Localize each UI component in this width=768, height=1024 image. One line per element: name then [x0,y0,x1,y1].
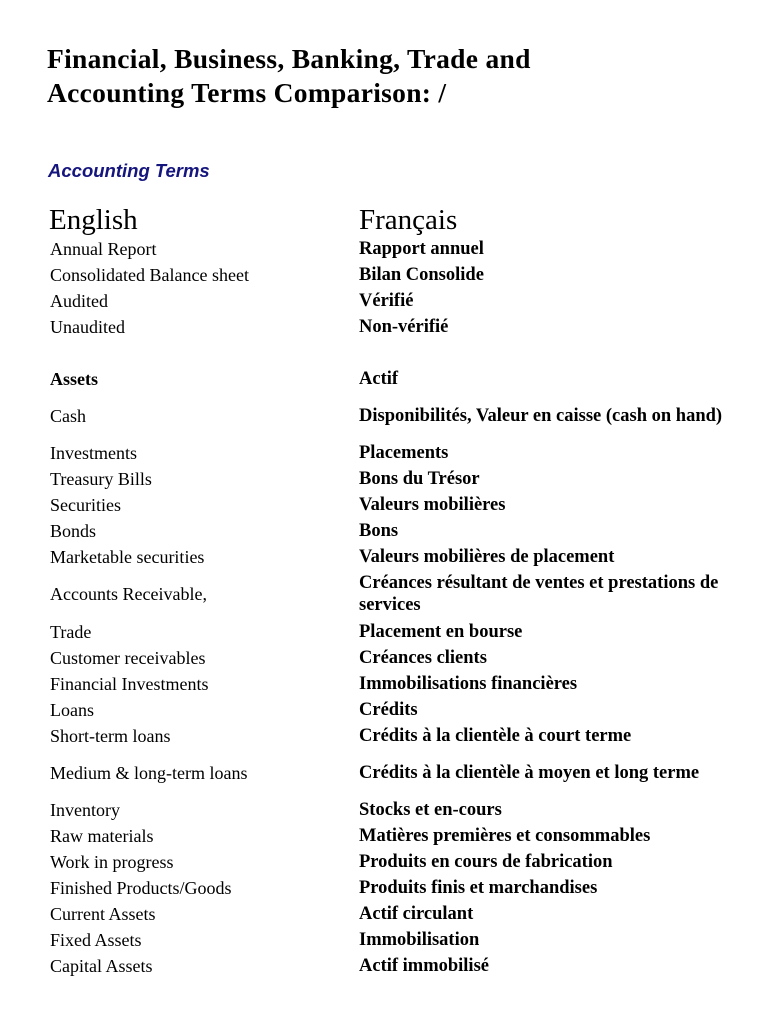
french-term: Actif immobilisé [359,955,489,976]
french-term: Crédits [359,699,418,720]
english-term: Bonds [50,521,97,541]
french-term: Immobilisation [359,929,480,950]
english-term: Cash [50,406,86,426]
english-term: Treasury Bills [50,469,152,489]
english-term: Inventory [50,800,120,820]
french-term: Produits en cours de fabrication [359,851,613,872]
english-term: Loans [50,700,94,720]
english-term: Unaudited [50,317,125,337]
english-term: Annual Report [50,239,157,259]
french-term: Actif [359,368,399,389]
english-term: Current Assets [50,904,156,924]
english-term: Medium & long-term loans [50,763,248,783]
english-term: Fixed Assets [50,930,142,950]
french-term: Crédits à la clientèle à court terme [359,725,632,746]
english-term: Customer receivables [50,648,206,668]
english-term: Securities [50,495,121,515]
english-term: Raw materials [50,826,154,846]
french-term: Immobilisations financières [359,673,578,694]
french-term: Placements [359,442,449,463]
english-term: Marketable securities [50,547,205,567]
french-term: Bilan Consolide [359,264,484,285]
french-term: Bons [359,520,399,541]
english-term: Accounts Receivable, [50,584,207,604]
french-term: Placement en bourse [359,621,523,642]
french-term: Valeurs mobilières [359,494,506,515]
english-term: Capital Assets [50,956,153,976]
english-term: Consolidated Balance sheet [50,265,249,285]
page-title-line-2: Accounting Terms Comparison: / [47,77,447,108]
english-term: Assets [50,369,98,389]
english-term: Work in progress [50,852,174,872]
french-term: Produits finis et marchandises [359,877,598,898]
french-term: Crédits à la clientèle à moyen et long terme [359,762,700,783]
french-term: Vérifié [359,290,414,311]
column-header-french: Français [359,204,458,236]
french-term: Stocks et en-cours [359,799,502,820]
french-term: Valeurs mobilières de placement [359,546,615,567]
column-header-english: English [49,204,138,236]
french-term: Rapport annuel [359,238,484,259]
english-term: Investments [50,443,137,463]
english-term: Short-term loans [50,726,171,746]
french-term: Créances clients [359,647,487,668]
page-title-line-1: Financial, Business, Banking, Trade and [47,43,531,74]
french-term: Non-vérifié [359,316,449,337]
english-term: Trade [50,622,92,642]
french-term: Disponibilités, Valeur en caisse (cash on hand) [359,405,723,426]
french-term: Créances résultant de ventes et prestations de services [359,572,719,615]
page-title [47,42,747,110]
french-term: Actif circulant [359,903,474,924]
english-term: Finished Products/Goods [50,878,232,898]
english-term: Audited [50,291,108,311]
section-title: Accounting Terms [48,160,210,181]
english-term: Financial Investments [50,674,209,694]
french-term: Matières premières et consommables [359,825,651,846]
french-term: Bons du Trésor [359,468,480,489]
